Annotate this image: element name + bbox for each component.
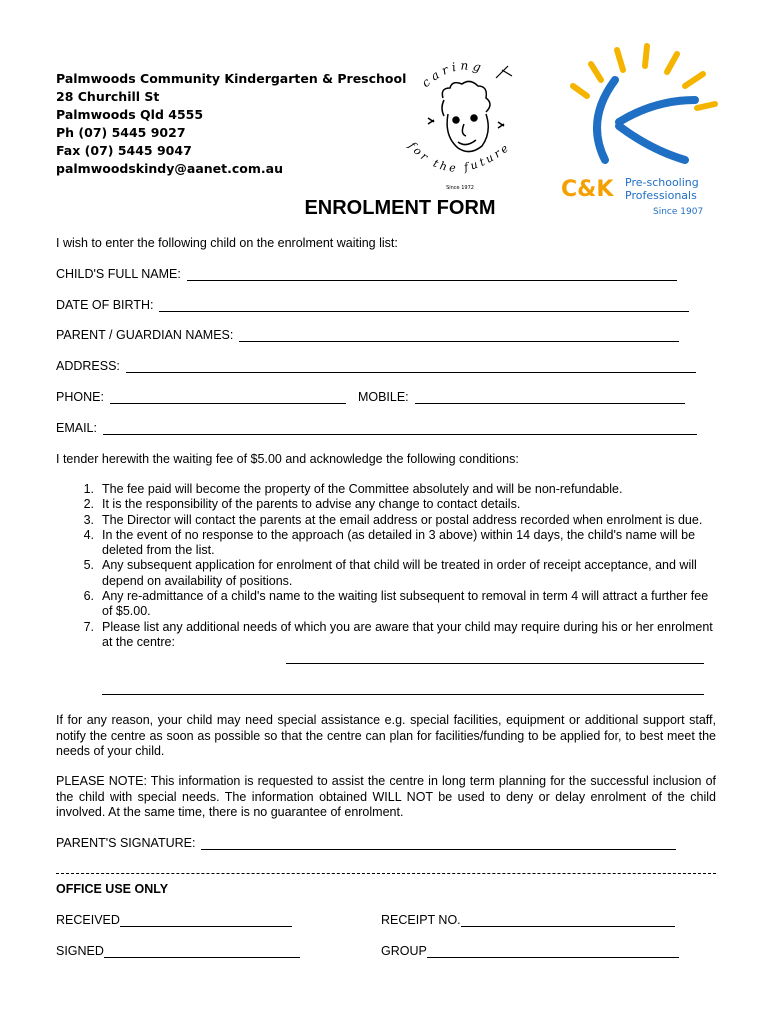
received-field[interactable] bbox=[120, 914, 292, 927]
address-line: palmwoodskindy@aanet.com.au bbox=[56, 161, 283, 176]
caring-since: Since 1972 bbox=[446, 185, 474, 191]
future-text: for the future bbox=[405, 139, 514, 175]
dob-field[interactable] bbox=[159, 299, 689, 312]
please-note-text: PLEASE NOTE: This information is requested to assist the centre in long term planning for the successful inclusion of the child with special needs. The information obtained WILL NOT be used to deny or delay enrolment of the child involved. At the same time, there is no guarantee of enrolment. bbox=[56, 774, 716, 819]
ck-since: Since 1907 bbox=[653, 207, 704, 217]
signed-field[interactable] bbox=[104, 945, 300, 958]
phone-label: PHONE: bbox=[56, 390, 104, 404]
parent-names-row bbox=[56, 328, 679, 342]
receipt-row bbox=[381, 913, 675, 927]
receipt-no-field[interactable] bbox=[461, 914, 675, 927]
address-line: Palmwoods Qld 4555 bbox=[56, 107, 204, 122]
form-title: ENROLMENT FORM bbox=[304, 197, 496, 219]
divider bbox=[56, 873, 716, 874]
signature-label: PARENT'S SIGNATURE: bbox=[56, 836, 196, 850]
address-line: Palmwoods Community Kindergarten & Preschool bbox=[56, 71, 407, 86]
received-label: RECEIVED bbox=[56, 913, 120, 927]
group-field[interactable] bbox=[427, 945, 679, 958]
centre-address bbox=[56, 70, 406, 178]
list-item: 7. Please list any additional needs of which you are aware that your child may require during his or her enrolment at the centre: bbox=[83, 619, 713, 649]
signed-label: SIGNED bbox=[56, 944, 104, 958]
k-letter-icon bbox=[597, 80, 695, 160]
received-row bbox=[56, 913, 292, 927]
ck-logo bbox=[555, 40, 725, 220]
address-field[interactable] bbox=[126, 360, 696, 373]
address-line: Ph (07) 5445 9027 bbox=[56, 125, 186, 140]
receipt-no-label: RECEIPT NO. bbox=[381, 913, 461, 927]
dob-row bbox=[56, 298, 689, 312]
child-name-row bbox=[56, 267, 677, 281]
parent-names-field[interactable] bbox=[239, 329, 679, 342]
ck-line2: Professionals bbox=[625, 189, 697, 202]
group-row bbox=[381, 944, 679, 958]
additional-needs-field[interactable] bbox=[286, 651, 704, 664]
tender-text: I tender herewith the waiting fee of $5.00 and acknowledge the following conditions: bbox=[56, 452, 519, 466]
list-item: 3. The Director will contact the parents at the email address or postal address recorded when enrolment is due. bbox=[83, 512, 703, 527]
list-item: 5. Any subsequent application for enrolment of that child will be treated in order of receipt acceptance, and will depend on availability of positions. bbox=[83, 558, 697, 588]
ck-name: C&K bbox=[561, 177, 614, 202]
address-line: Fax (07) 5445 9047 bbox=[56, 143, 192, 158]
group-label: GROUP bbox=[381, 944, 427, 958]
email-label: EMAIL: bbox=[56, 421, 97, 435]
signature-field[interactable] bbox=[201, 837, 676, 850]
ck-line1: Pre-schooling bbox=[625, 176, 699, 189]
list-item: 2. It is the responsibility of the parents to advise any change to contact details. bbox=[83, 497, 521, 512]
caring-logo bbox=[398, 58, 528, 193]
list-item: 1. The fee paid will become the property of the Committee absolutely and will be non-refundable. bbox=[83, 482, 623, 496]
parent-names-label: PARENT / GUARDIAN NAMES: bbox=[56, 328, 234, 342]
list-item: 6. Any re-admittance of a child's name to the waiting list subsequent to removal in term 4 will attract a further fee of $5.00. bbox=[83, 589, 709, 619]
address-row bbox=[56, 359, 696, 373]
intro-text: I wish to enter the following child on the enrolment waiting list: bbox=[56, 236, 398, 250]
child-name-field[interactable] bbox=[187, 268, 677, 281]
child-name-label: CHILD'S FULL NAME: bbox=[56, 267, 181, 281]
signed-row bbox=[56, 944, 300, 958]
phone-row bbox=[56, 390, 685, 404]
email-field[interactable] bbox=[103, 422, 697, 435]
email-row bbox=[56, 421, 697, 435]
conditions-list bbox=[56, 482, 716, 650]
signature-row bbox=[56, 836, 676, 850]
mobile-field[interactable] bbox=[415, 391, 685, 404]
mobile-label: MOBILE: bbox=[357, 390, 409, 404]
caring-text: caring bbox=[418, 58, 487, 91]
address-label: ADDRESS: bbox=[56, 359, 120, 373]
address-line: 28 Churchill St bbox=[56, 89, 160, 104]
special-assistance-text: If for any reason, your child may need special assistance e.g. special facilities, equipment or additional support staff, notify the centre as soon as possible so that the centre can plan for facilities/funding to be applied for, to best meet the needs of your child. bbox=[56, 713, 716, 758]
list-item: 4. In the event of no response to the approach (as detailed in 3 above) within 14 days, the child's name will be deleted from the list. bbox=[83, 527, 696, 558]
additional-needs-field-2[interactable] bbox=[102, 682, 704, 695]
dob-label: DATE OF BIRTH: bbox=[56, 298, 154, 312]
office-use-heading: OFFICE USE ONLY bbox=[56, 882, 169, 896]
phone-field[interactable] bbox=[110, 391, 346, 404]
